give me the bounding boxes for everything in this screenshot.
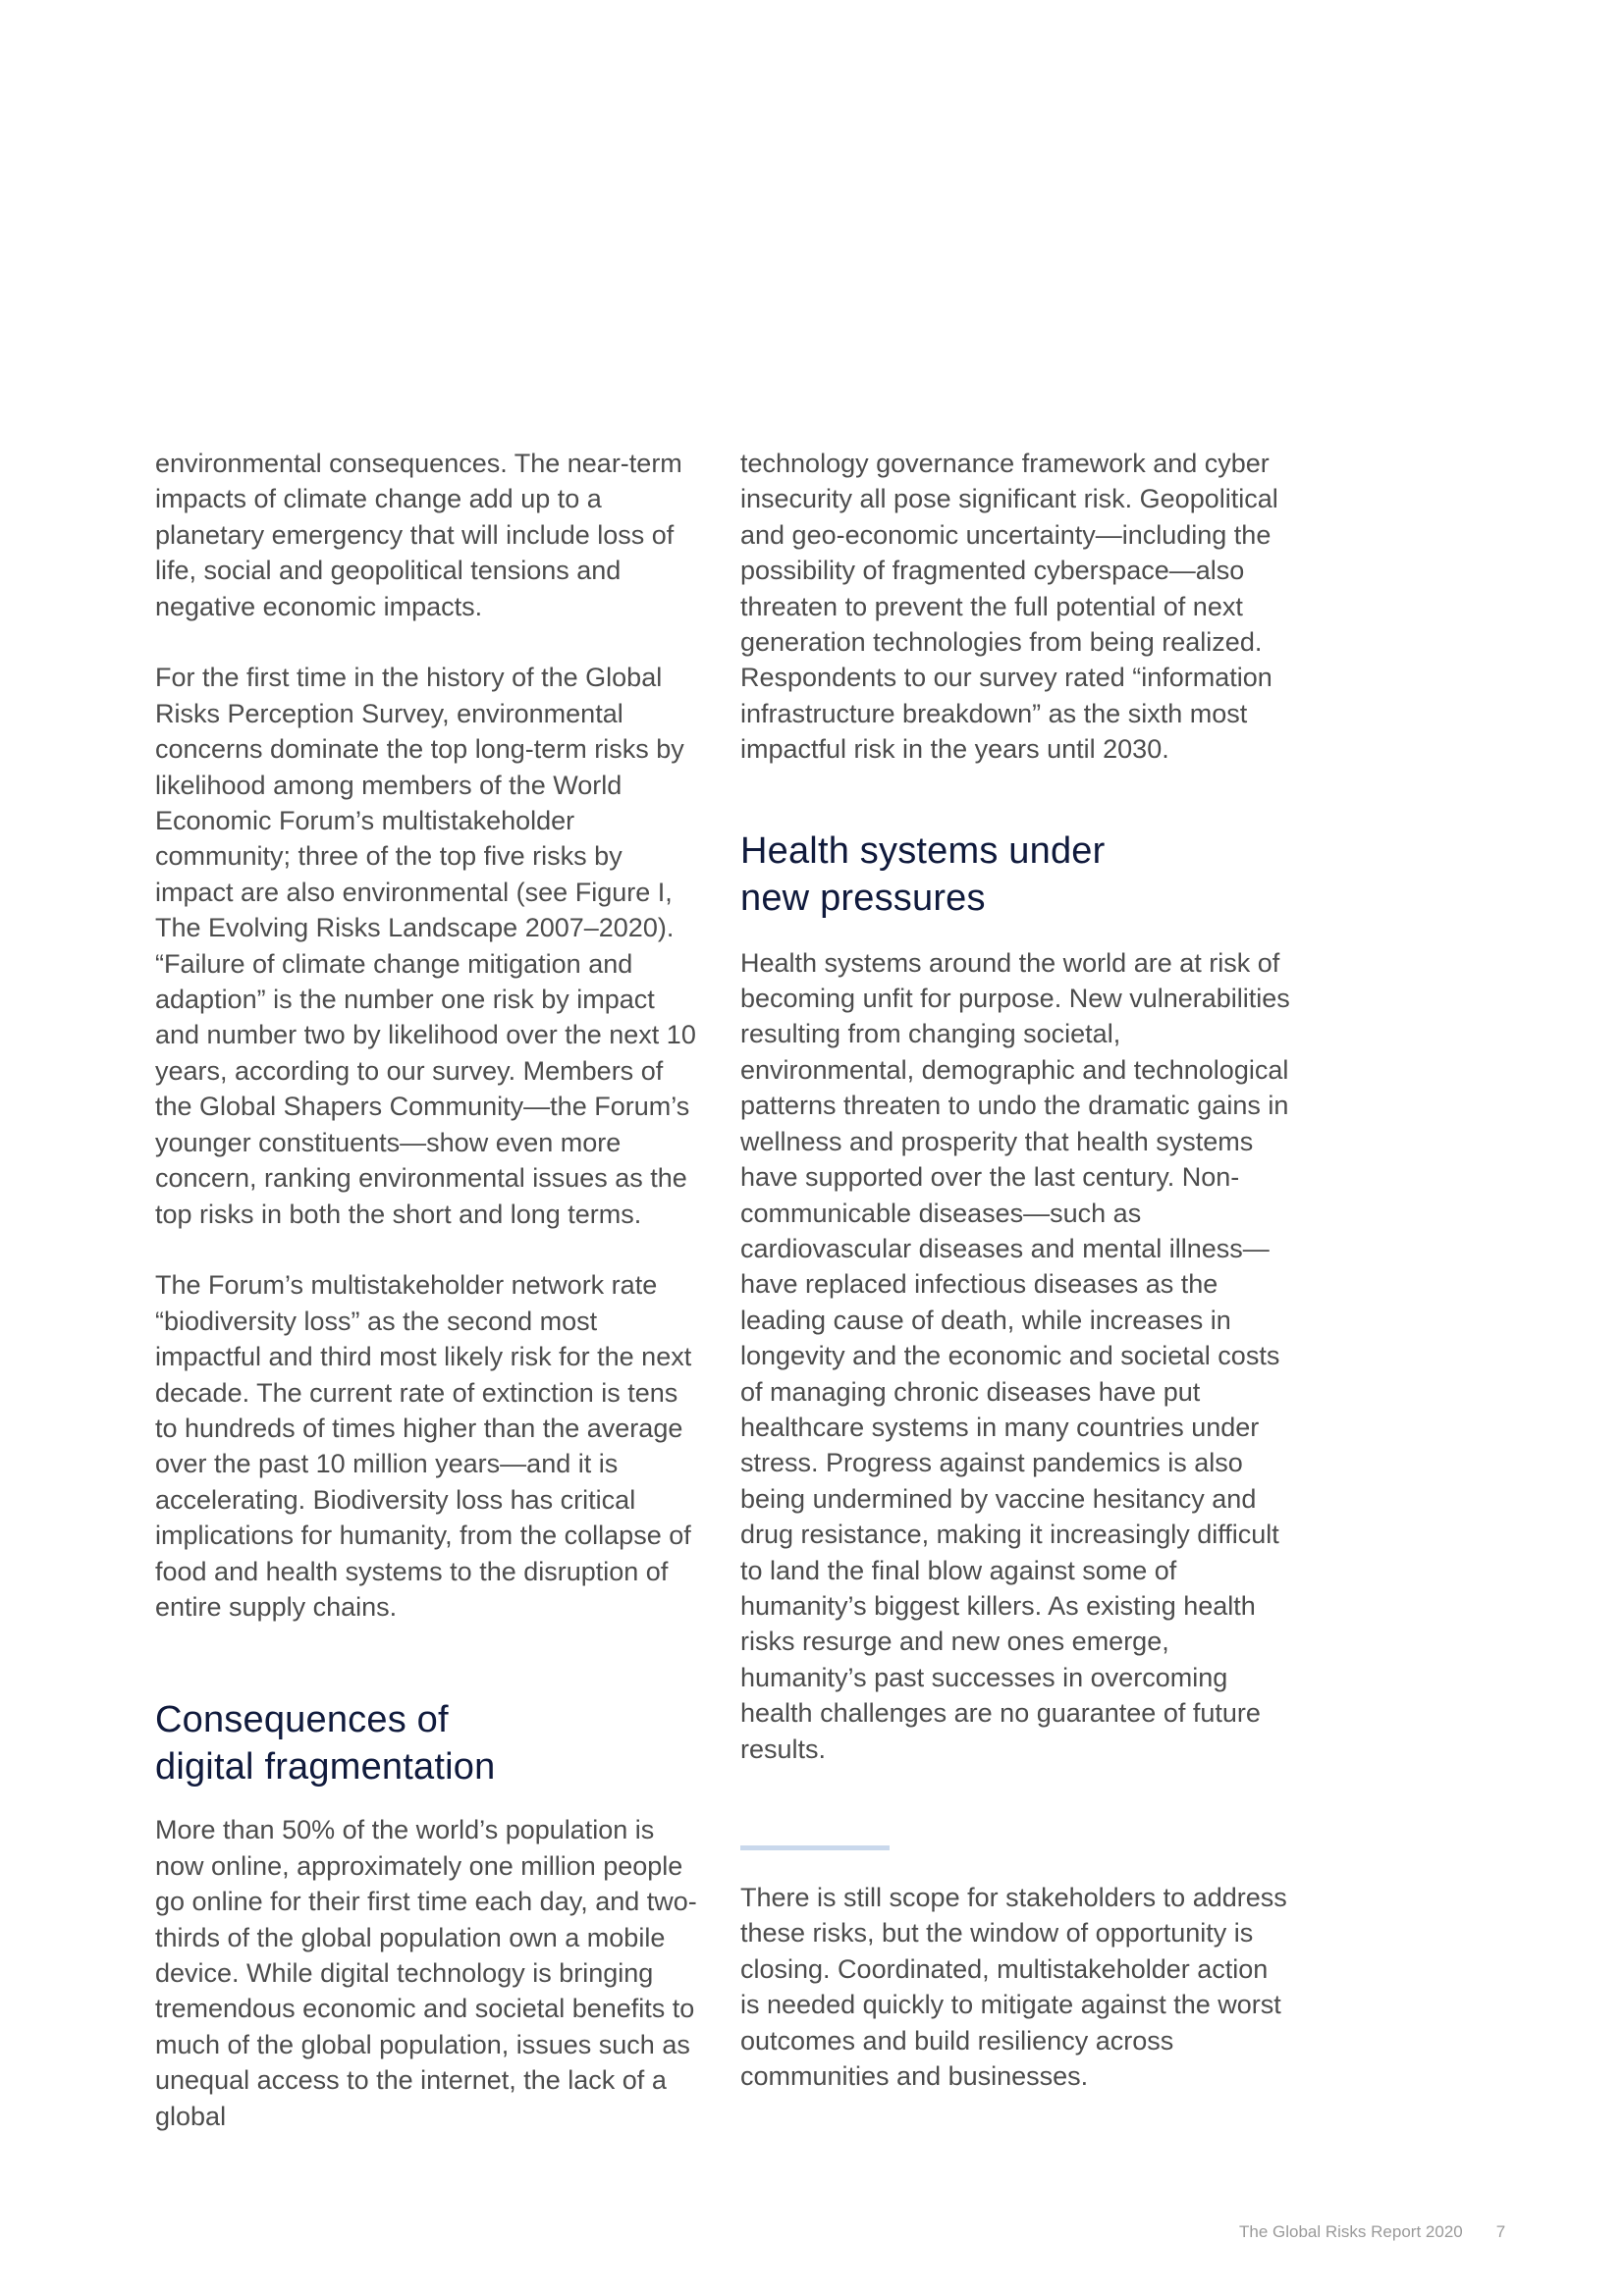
- heading-line: digital fragmentation: [155, 1746, 496, 1789]
- closing-paragraph: There is still scope for stakeholders to address these risks, but the window of opportunity is closing. Coordinated, multistakeholder action is needed quickly to mitigate against the worst outcomes and build resiliency across communities and businesses.: [740, 1883, 1287, 2092]
- heading-line: new pressures: [740, 877, 986, 919]
- body-paragraph: For the first time in the history of the Global Risks Perception Survey, environmental concerns dominate the top long-term risks by likelihood among members of the World Economic Forum’s multistakeholder community; three of the top five risks by impact are also environmental (see Figure I, The Evolving Risks Landscape 2007–2020). “Failure of climate change mitigation and adaption” is the number one risk by impact and number two by likelihood over the next 10 years, according to our survey. Members of the Global Shapers Community—the Forum’s younger constituents—show even more concern, ranking environmental issues as the top risks in both the short and long terms.: [155, 663, 696, 1229]
- section-heading-health-systems: [740, 828, 1290, 922]
- heading-line: Health systems under: [740, 829, 1106, 872]
- body-paragraph: Health systems around the world are at risk of becoming unfit for purpose. New vulnerabilities resulting from changing societal, environmental, demographic and technological patterns threaten to undo the dramatic gains in wellness and prosperity that health systems have supported over the last century. Non-communicable diseases—such as cardiovascular diseases and mental illness—have replaced infectious diseases as the leading cause of death, while increases in longevity and the economic and societal costs of managing chronic diseases have put healthcare systems in many countries under stress. Progress against pandemics is also being undermined by vaccine hesitancy and drug resistance, making it increasingly difficult to land the final blow against some of humanity’s biggest killers. As existing health risks resurge and new ones emerge, humanity’s past successes in overcoming health challenges are no guarantee of future results.: [740, 947, 1290, 1764]
- page-footer: [1239, 2222, 1505, 2242]
- left-column: [155, 446, 705, 2134]
- page-number: 7: [1495, 2222, 1506, 2241]
- footer-report-title: The Global Risks Report 2020: [1239, 2222, 1463, 2241]
- section-heading-digital-fragmentation: [155, 1696, 705, 1790]
- right-column: [740, 446, 1290, 2094]
- body-paragraph: environmental consequences. The near-term impacts of climate change add up to a planetary emergency that will include loss of life, social and geopolitical tensions and negative economic impacts.: [155, 449, 682, 621]
- body-paragraph: technology governance framework and cyber insecurity all pose significant risk. Geopolitical and geo-economic uncertainty—including the possibility of fragmented cyberspace—also threaten to prevent the full potential of next generation technologies from being realized. Respondents to our survey rated “information infrastructure breakdown” as the sixth most impactful risk in the years until 2030.: [740, 449, 1278, 765]
- body-paragraph: The Forum’s multistakeholder network rate “biodiversity loss” as the second most impactful and third most likely risk for the next decade. The current rate of extinction is tens to hundreds of times higher than the average over the past 10 million years—and it is accelerating. Biodiversity loss has critical implications for humanity, from the collapse of food and health systems to the disruption of entire supply chains.: [155, 1270, 692, 1622]
- body-paragraph: More than 50% of the world’s population is now online, approximately one million people go online for their first time each day, and two-thirds of the global population own a mobile device. While digital technology is bringing tremendous economic and societal benefits to much of the global population, issues such as unequal access to the internet, the lack of a global: [155, 1815, 697, 2131]
- divider-rule: [740, 1845, 890, 1850]
- heading-line: Consequences of: [155, 1699, 449, 1741]
